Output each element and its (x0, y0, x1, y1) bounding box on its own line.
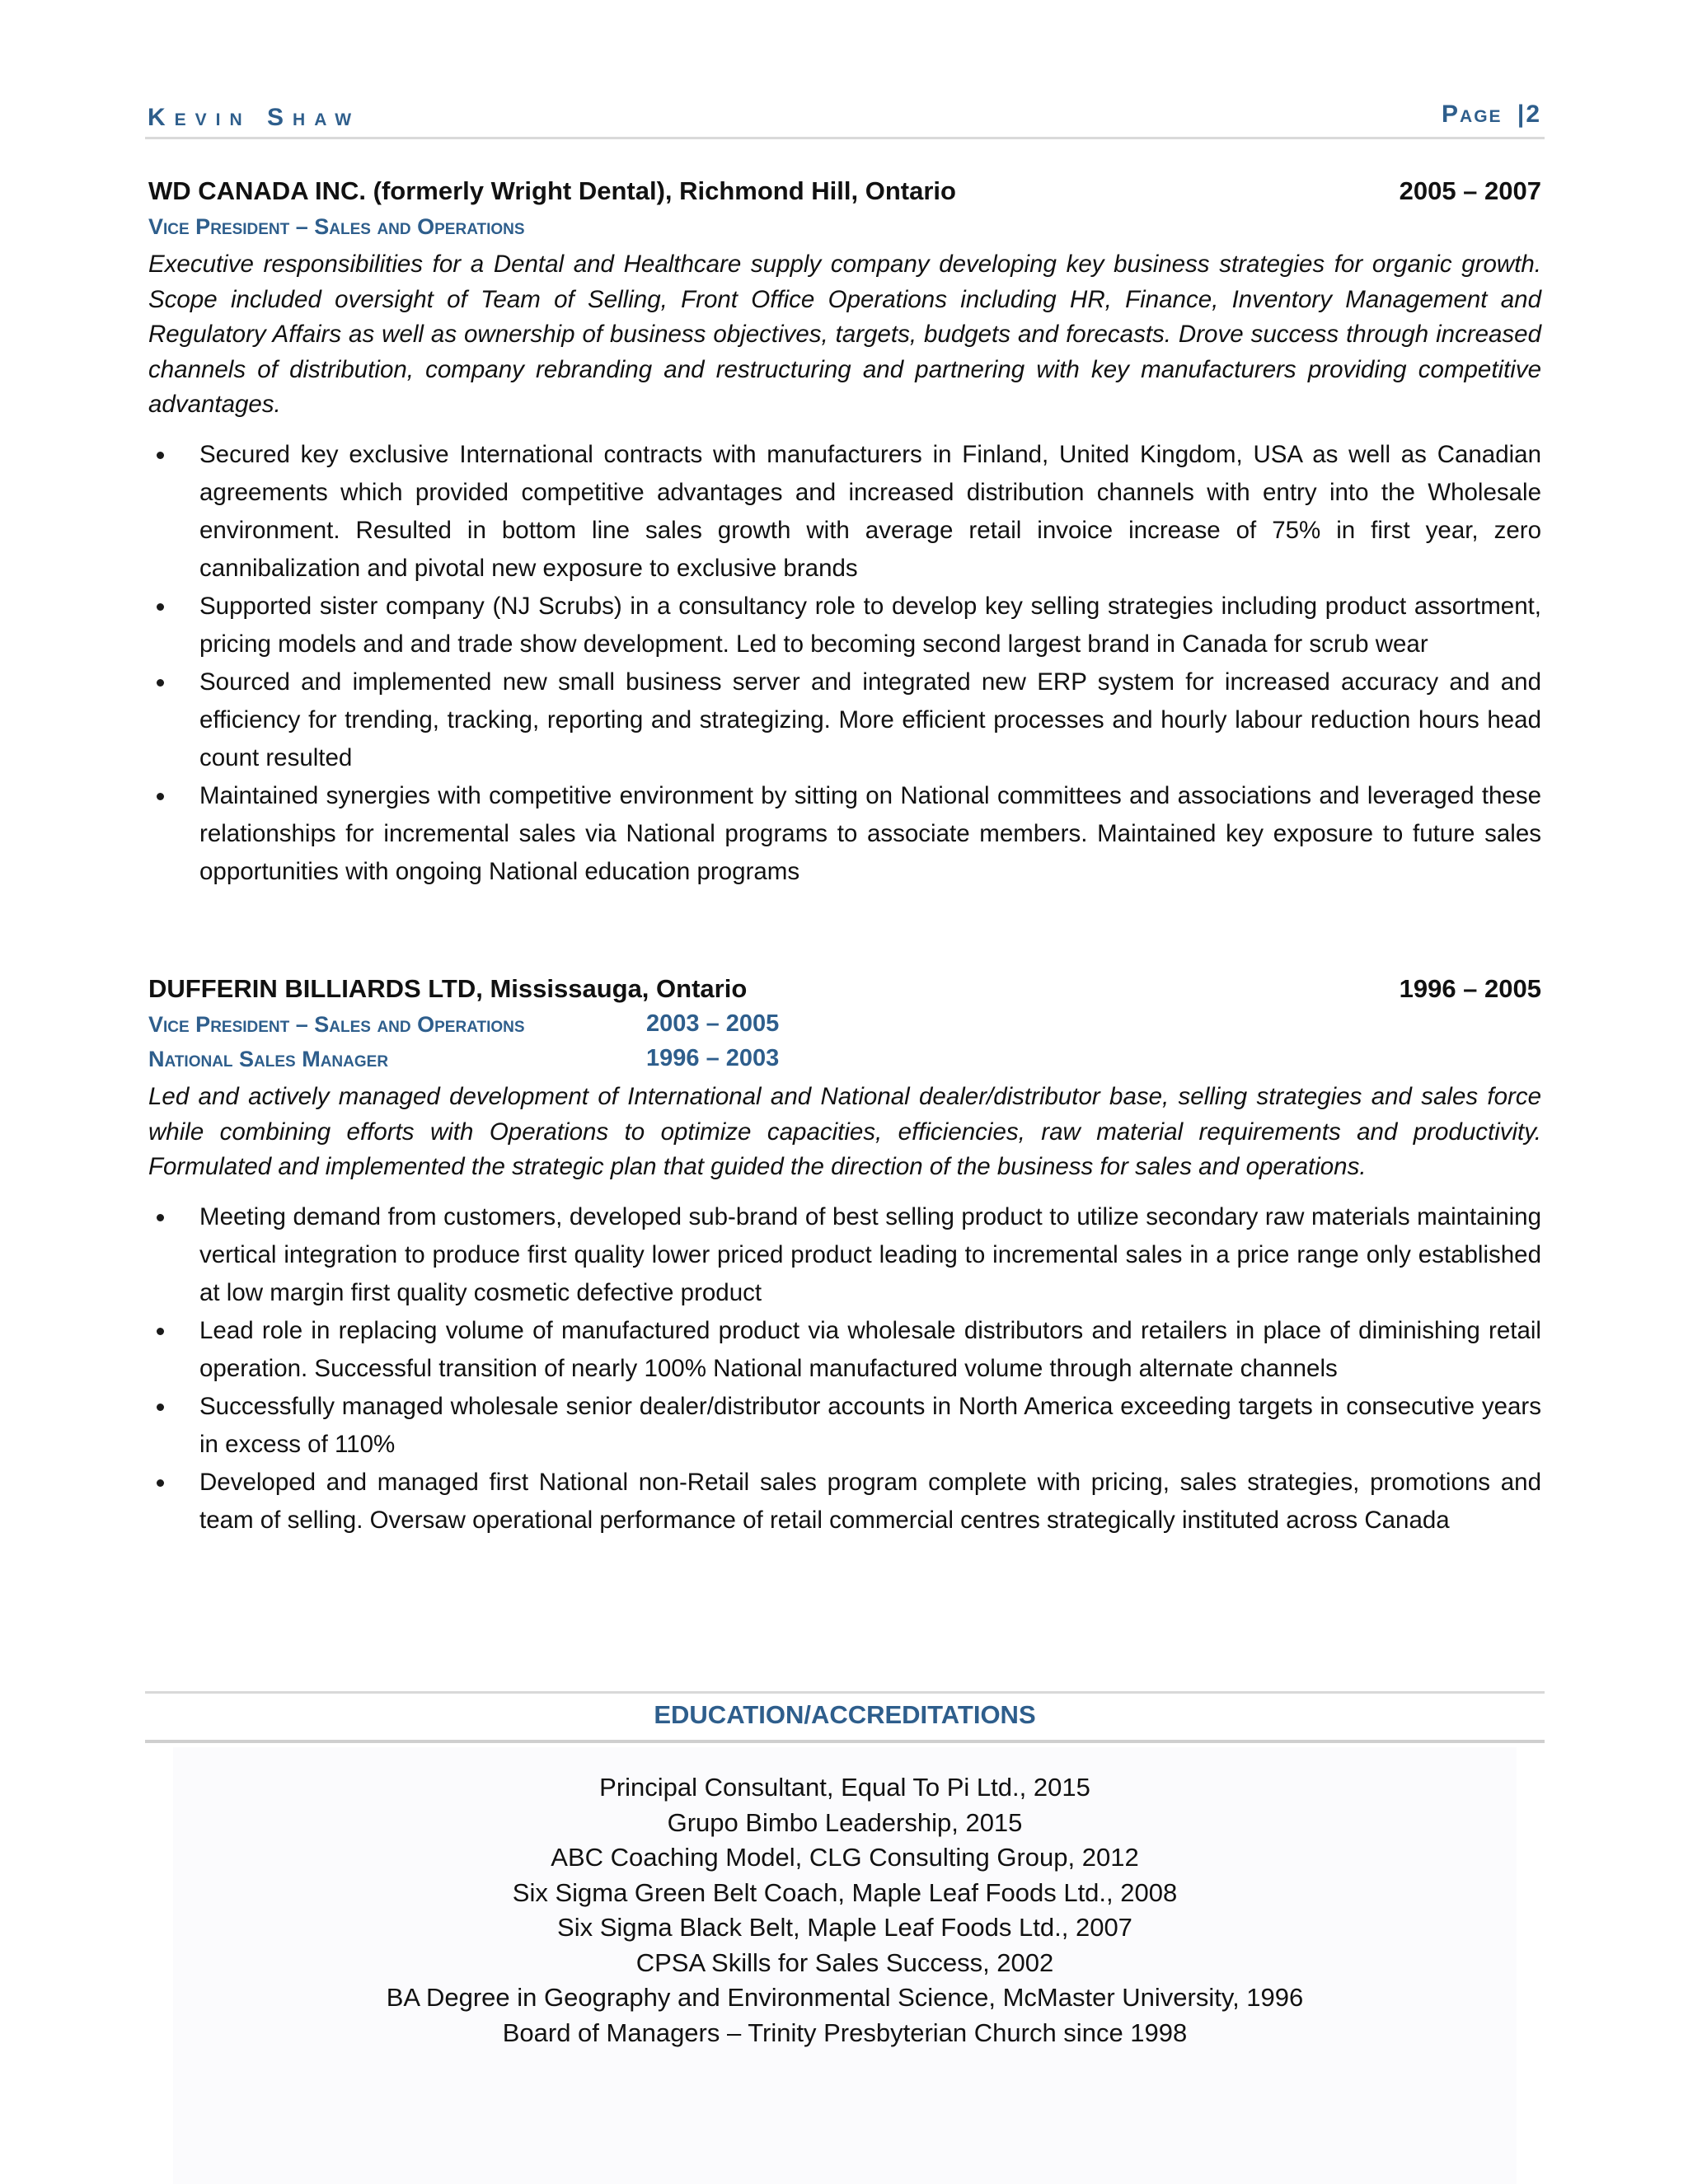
job-entry-wd-canada (148, 176, 1541, 891)
company-name: DUFFERIN BILLIARDS LTD, Mississauga, Ontario (148, 974, 748, 1003)
section-title: EDUCATION/ACCREDITATIONS (654, 1700, 1036, 1729)
role-dates: 1996 – 2003 (646, 1045, 780, 1071)
achievement-list (148, 1198, 1541, 1540)
education-section-header (145, 1691, 1545, 1743)
education-list (173, 1747, 1517, 2184)
job-entry-dufferin-billiards (148, 974, 1541, 1540)
page-header (145, 99, 1545, 139)
job-dates: 1996 – 2005 (1399, 974, 1541, 1003)
achievement-item: Secured key exclusive International contracts with manufacturers in Finland, United Kingdom, USA as well as Canadian agreements which provided competitive advantages and increased distribution channels with entry into the Wholesale environment. Resulted in bottom line sales growth with average retail invoice increase of 75% in first year, zero cannibalization and pivotal new exposure to exclusive brands (148, 436, 1541, 588)
education-item: Grupo Bimbo Leadership, 2015 (667, 1807, 1023, 1837)
company-name: WD CANADA INC. (formerly Wright Dental), Richmond Hill, Ontario (148, 176, 956, 205)
education-item: CPSA Skills for Sales Success, 2002 (635, 1947, 1054, 1977)
achievement-item: Lead role in replacing volume of manufactured product via wholesale distributors and retailers in place of diminishing retail operation. Successful transition of nearly 100% National manufactured volume through alternate channels (148, 1312, 1541, 1388)
achievement-list (148, 436, 1541, 891)
job-title: National Sales Manager (148, 1047, 389, 1071)
achievement-item: Maintained synergies with competitive environment by sitting on National committees and associations and leveraged these relationships for incremental sales via National programs to associate members. Maintained key exposure to future sales opportunities with ongoing National education programs (148, 777, 1541, 891)
education-item: Principal Consultant, Equal To Pi Ltd., 2015 (599, 1773, 1090, 1802)
page-indicator (1442, 101, 1541, 129)
page-separator: | (1517, 101, 1526, 128)
achievement-item: Meeting demand from customers, developed sub-brand of best selling product to utilize secondary raw materials maintaining vertical integration to produce first quality lower priced product leading to incremental sales in a price range only established at low margin first quality cosmetic defective product (148, 1198, 1541, 1312)
education-item: Six Sigma Black Belt, Maple Leaf Foods Ltd., 2007 (557, 1913, 1132, 1942)
page-label: Page (1442, 101, 1503, 128)
achievement-item: Successfully managed wholesale senior dealer/distributor accounts in North America exceeding targets in consecutive years in excess of 110% (148, 1388, 1541, 1464)
achievement-item: Supported sister company (NJ Scrubs) in a consultancy role to develop key selling strategies including product assortment, pricing models and and trade show development. Led to becoming second largest brand in Canada for scrub wear (148, 588, 1541, 663)
education-item: Six Sigma Green Belt Coach, Maple Leaf Foods Ltd., 2008 (512, 1877, 1178, 1907)
education-item: Board of Managers – Trinity Presbyterian Church since 1998 (502, 2018, 1188, 2047)
achievement-item: Developed and managed first National non-Retail sales program complete with pricing, sales strategies, promotions and team of selling. Oversaw operational performance of retail commercial centres strategically instituted across Canada (148, 1464, 1541, 1540)
job-title: Vice President – Sales and Operations (148, 214, 525, 239)
job-dates: 2005 – 2007 (1399, 176, 1541, 205)
page-number: 2 (1526, 101, 1541, 128)
job-title: Vice President – Sales and Operations (148, 1012, 525, 1037)
job-summary: Executive responsibilities for a Dental and Healthcare supply company developing key business strategies for organic growth. Scope included oversight of Team of Selling, Front Office Operations including HR, Finance, Inventory Management and Regulatory Affairs as well as ownership of business objectives, targets, budgets and forecasts. Drove success through increased channels of distribution, company rebranding and restructuring and partnering with key manufacturers providing competitive advantages. (148, 251, 1541, 418)
role-dates: 2003 – 2005 (646, 1010, 780, 1037)
education-item: BA Degree in Geography and Environmental Science, McMaster University, 1996 (386, 1983, 1304, 2012)
achievement-item: Sourced and implemented new small business server and integrated new ERP system for increased accuracy and and efficiency for trending, tracking, reporting and strategizing. More efficient processes and hourly labour reduction hours head count resulted (148, 663, 1541, 777)
candidate-name: Kevin Shaw (148, 104, 361, 131)
education-item: ABC Coaching Model, CLG Consulting Group, 2012 (551, 1843, 1139, 1872)
job-summary: Led and actively managed development of International and National dealer/distributor base, selling strategies and sales force while combining efforts with Operations to optimize capacities, efficiencies, raw material requirements and productivity. Formulated and implemented the strategic plan that guided the direction of the business for sales and operations. (148, 1083, 1541, 1180)
